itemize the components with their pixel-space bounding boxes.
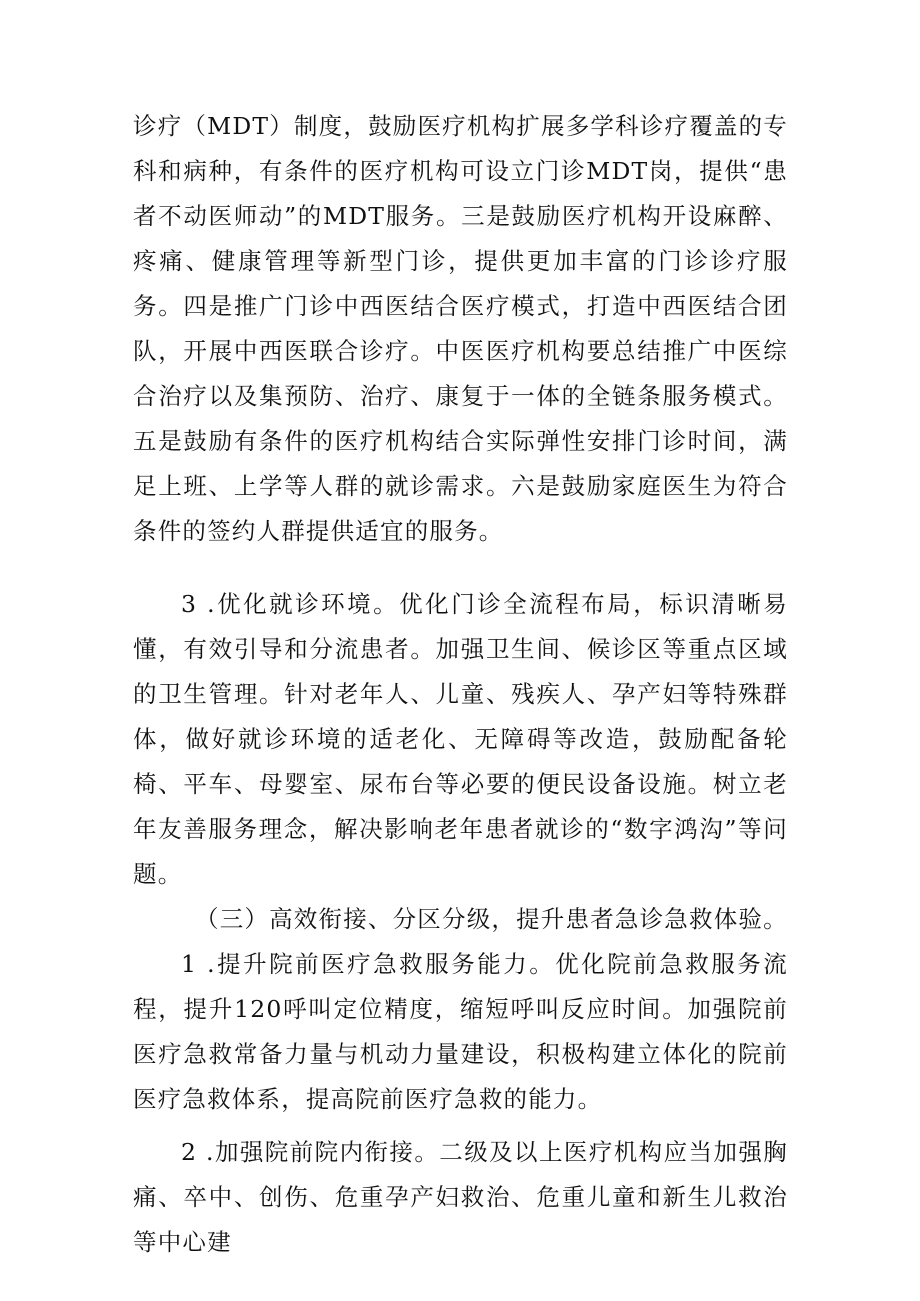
- document-body: [133, 104, 788, 1265]
- section-heading-emergency: （三）高效衔接、分区分级，提升患者急诊急救体验。: [195, 905, 788, 933]
- paragraph-prehospital-inhospital-link: 2 .加强院前院内衔接。二级及以上医疗机构应当加强胸痛、卒中、创伤、危重孕产妇救治、危重儿童和新生儿救治等中心建: [133, 1138, 788, 1256]
- paragraph-mdt-and-outpatient-services: 诊疗（MDT）制度，鼓励医疗机构扩展多学科诊疗覆盖的专科和病种，有条件的医疗机构可设立门诊MDT岗，提供“患者不动医师动”的MDT服务。三是鼓励医疗机构开设麻醉、疼痛、健康管理等新型门诊，提供更加丰富的门诊诊疗服务。四是推广门诊中西医结合医疗模式，打造中西医结合团队，开展中西医联合诊疗。中医医疗机构要总结推广中医综合治疗以及集预防、治疗、康复于一体的全链条服务模式。五是鼓励有条件的医疗机构结合实际弹性安排门诊时间，满足上班、上学等人群的就诊需求。六是鼓励家庭医生为符合条件的签约人群提供适宜的服务。: [133, 112, 788, 545]
- paragraph-optimize-environment: 3 .优化就诊环境。优化门诊全流程布局，标识清晰易懂，有效引导和分流患者。加强卫生间、候诊区等重点区域的卫生管理。针对老年人、儿童、残疾人、孕产妇等特殊群体，做好就诊环境的适老化、无障碍等改造，鼓励配备轮椅、平车、母婴室、尿布台等必要的便民设备设施。树立老年友善服务理念，解决影响老年患者就诊的“数字鸿沟”等问题。: [133, 590, 788, 888]
- paragraph-prehospital-capacity: 1 .提升院前医疗急救服务能力。优化院前急救服务流程，提升120呼叫定位精度，缩短呼叫反应时间。加强院前医疗急救常备力量与机动力量建设，积极构建立体化的院前医疗急救体系，提高院前医疗急救的能力。: [133, 950, 788, 1113]
